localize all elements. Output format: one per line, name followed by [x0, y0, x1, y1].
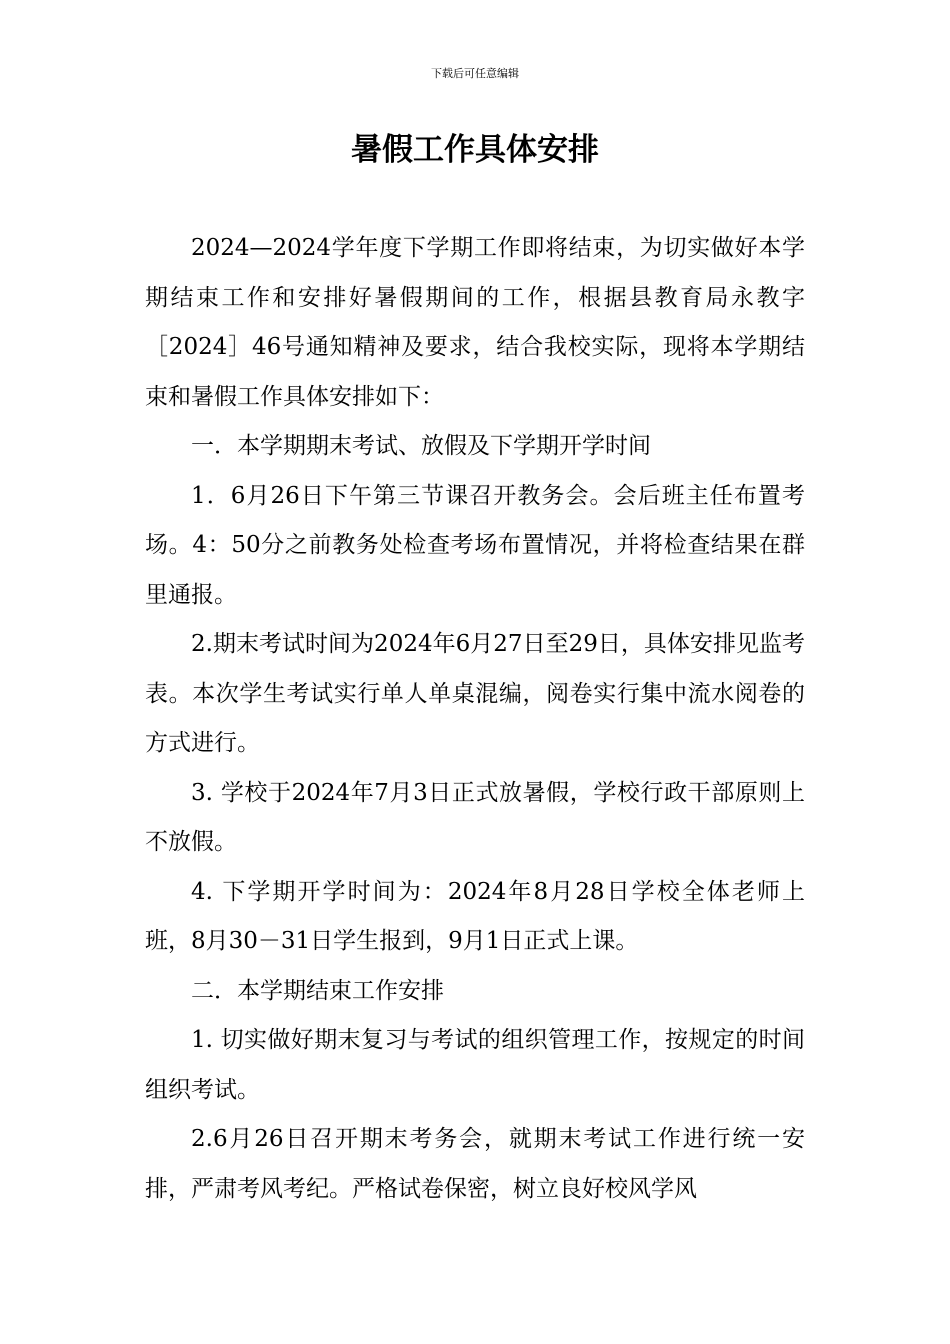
section-heading-1: 一．本学期期末考试、放假及下学期开学时间 [191, 433, 651, 459]
document-body [145, 224, 805, 1214]
paragraph-1-3: 3. 学校于2024年7月3日正式放暑假，学校行政干部原则上不放假。 [145, 779, 805, 855]
paragraph-intro: 2024—2024学年度下学期工作即将结束，为切实做好本学期结束工作和安排好暑假期间的工作，根据县教育局永教字［2024］46号通知精神及要求，结合我校实际，现将本学期结束和暑假工作具体安排如下： [145, 235, 805, 410]
paragraph-1-2: 2.期末考试时间为2024年6月27日至29日，具体安排见监考表。本次学生考试实行单人单桌混编，阅卷实行集中流水阅卷的方式进行。 [145, 631, 805, 756]
paragraph-1-4: 4. 下学期开学时间为：2024年8月28日学校全体老师上班，8月30－31日学生报到，9月1日正式上课。 [145, 878, 805, 954]
section-heading-2: 二．本学期结束工作安排 [191, 977, 444, 1004]
paragraph-2-2: 2.6月26日召开期末考务会，就期末考试工作进行统一安排，严肃考风考纪。严格试卷保密，树立良好校风学风 [145, 1126, 805, 1202]
paragraph-2-1: 1. 切实做好期末复习与考试的组织管理工作，按规定的时间组织考试。 [145, 1027, 805, 1103]
header-note: 下载后可任意编辑 [431, 67, 519, 80]
document-title: 暑假工作具体安排 [351, 132, 599, 168]
paragraph-1-1: 1．6月26日下午第三节课召开教务会。会后班主任布置考场。4：50分之前教务处检查考场布置情况，并将检查结果在群里通报。 [145, 482, 805, 608]
